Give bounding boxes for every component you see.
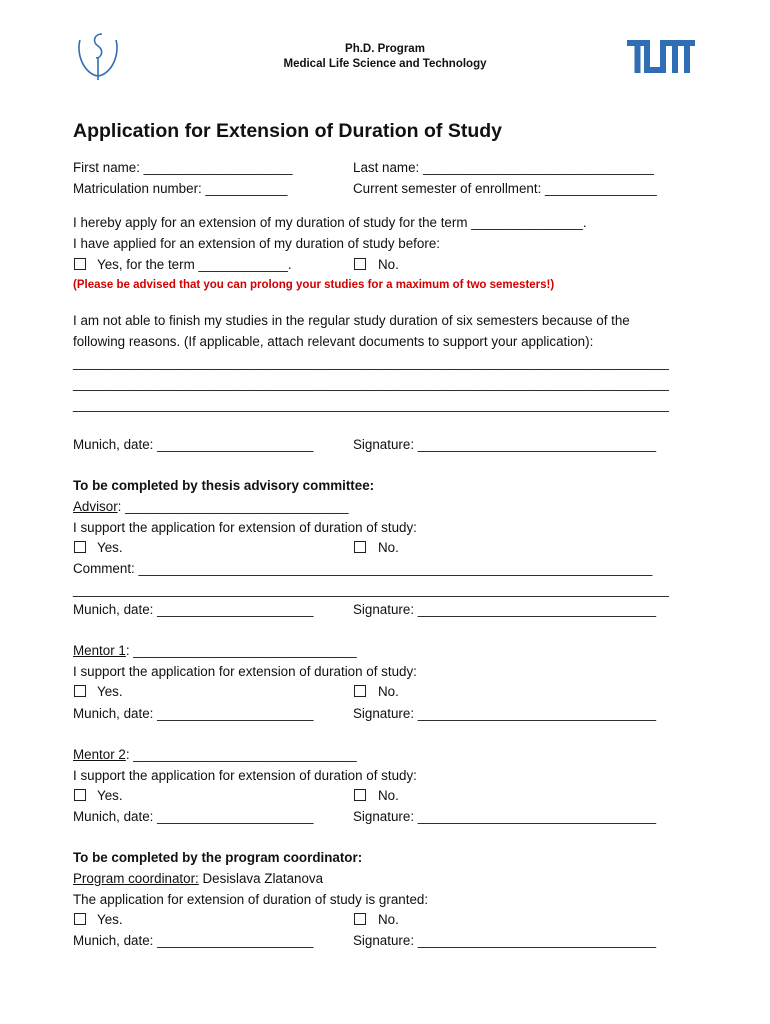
applied-before-no-checkbox[interactable] — [354, 258, 366, 270]
mentor2-date-field[interactable]: Munich, date: _____________________ — [73, 809, 314, 824]
advisor-yes-checkbox[interactable] — [74, 541, 86, 553]
coordinator-label: Program coordinator: — [73, 871, 199, 886]
applicant-date-field[interactable]: Munich, date: _____________________ — [73, 437, 314, 452]
mentor1-field[interactable]: Mentor 1: ______________________________ — [73, 643, 357, 658]
mentor1-yes-label: Yes. — [97, 684, 123, 699]
mentor2-field[interactable]: Mentor 2: ______________________________ — [73, 747, 357, 762]
mentor2-support-label: I support the application for extension of duration of study: — [73, 768, 417, 783]
maximum-semesters-notice: (Please be advised that you can prolong your studies for a maximum of two semesters!) — [73, 279, 555, 291]
reasons-text-1: I am not able to finish my studies in the regular study duration of six semesters because of the — [73, 313, 630, 328]
advisor-support-label: I support the application for extension of duration of study: — [73, 520, 417, 535]
mentor1-no-label: No. — [378, 684, 399, 699]
reasons-line-1[interactable]: ________________________________________________________________________________ — [73, 355, 669, 370]
advisor-comment-field[interactable]: Comment: _____________________________________________________________________ — [73, 561, 653, 576]
coordinator-name-row — [73, 871, 323, 887]
first-name-field[interactable]: First name: ____________________ — [73, 160, 293, 175]
advisor-comment-line[interactable]: ________________________________________________________________________________ — [73, 582, 669, 597]
mentor1-no-checkbox[interactable] — [354, 685, 366, 697]
mentor2-label: Mentor 2 — [73, 747, 126, 762]
mentor2-signature-field[interactable]: Signature: ________________________________ — [353, 809, 657, 824]
tum-logo-icon — [627, 40, 695, 73]
advisor-signature-field[interactable]: Signature: ________________________________ — [353, 602, 657, 617]
mentor1-support-label: I support the application for extension of duration of study: — [73, 664, 417, 679]
coordinator-name: Desislava Zlatanova — [198, 871, 324, 886]
last-name-field[interactable]: Last name: _______________________________ — [353, 160, 654, 175]
apply-term-field[interactable]: I hereby apply for an extension of my duration of study for the term _______________. — [73, 215, 587, 230]
applied-before-label: I have applied for an extension of my duration of study before: — [73, 236, 440, 251]
coordinator-date-field[interactable]: Munich, date: _____________________ — [73, 933, 314, 948]
program-name: Ph.D. Program — [345, 43, 425, 55]
reasons-line-3[interactable]: ________________________________________________________________________________ — [73, 397, 669, 412]
granted-no-label: No. — [378, 912, 399, 927]
granted-yes-label: Yes. — [97, 912, 123, 927]
matriculation-field[interactable]: Matriculation number: ___________ — [73, 181, 288, 196]
coordinator-heading: To be completed by the program coordinator: — [73, 850, 363, 865]
applied-before-yes-label[interactable]: Yes, for the term ____________. — [97, 257, 292, 272]
mentor2-yes-checkbox[interactable] — [74, 789, 86, 801]
coordinator-signature-field[interactable]: Signature: ________________________________ — [353, 933, 657, 948]
granted-label: The application for extension of duration of study is granted: — [73, 892, 429, 907]
applied-before-yes-checkbox[interactable] — [74, 258, 86, 270]
mentor1-signature-field[interactable]: Signature: ________________________________ — [353, 706, 657, 721]
program-logo-icon — [76, 30, 120, 82]
program-subtitle: Medical Life Science and Technology — [283, 58, 487, 70]
mentor1-date-field[interactable]: Munich, date: _____________________ — [73, 706, 314, 721]
page-title: Application for Extension of Duration of Study — [73, 120, 502, 142]
current-semester-field[interactable]: Current semester of enrollment: _______________ — [353, 181, 657, 196]
applied-before-no-label: No. — [378, 257, 399, 272]
advisor-no-label: No. — [378, 540, 399, 555]
reasons-line-2[interactable]: ________________________________________________________________________________ — [73, 376, 669, 391]
mentor2-no-checkbox[interactable] — [354, 789, 366, 801]
reasons-text-2: following reasons. (If applicable, attach relevant documents to support your application): — [73, 334, 594, 349]
granted-yes-checkbox[interactable] — [74, 913, 86, 925]
advisor-yes-label: Yes. — [97, 540, 123, 555]
mentor2-yes-label: Yes. — [97, 788, 123, 803]
advisor-field[interactable]: Advisor: ______________________________ — [73, 499, 349, 514]
granted-no-checkbox[interactable] — [354, 913, 366, 925]
mentor1-label: Mentor 1 — [73, 643, 126, 658]
advisor-label: Advisor — [73, 499, 118, 514]
applicant-signature-field[interactable]: Signature: ________________________________ — [353, 437, 657, 452]
committee-heading: To be completed by thesis advisory committee: — [73, 478, 375, 493]
advisor-no-checkbox[interactable] — [354, 541, 366, 553]
mentor1-yes-checkbox[interactable] — [74, 685, 86, 697]
advisor-date-field[interactable]: Munich, date: _____________________ — [73, 602, 314, 617]
mentor2-no-label: No. — [378, 788, 399, 803]
